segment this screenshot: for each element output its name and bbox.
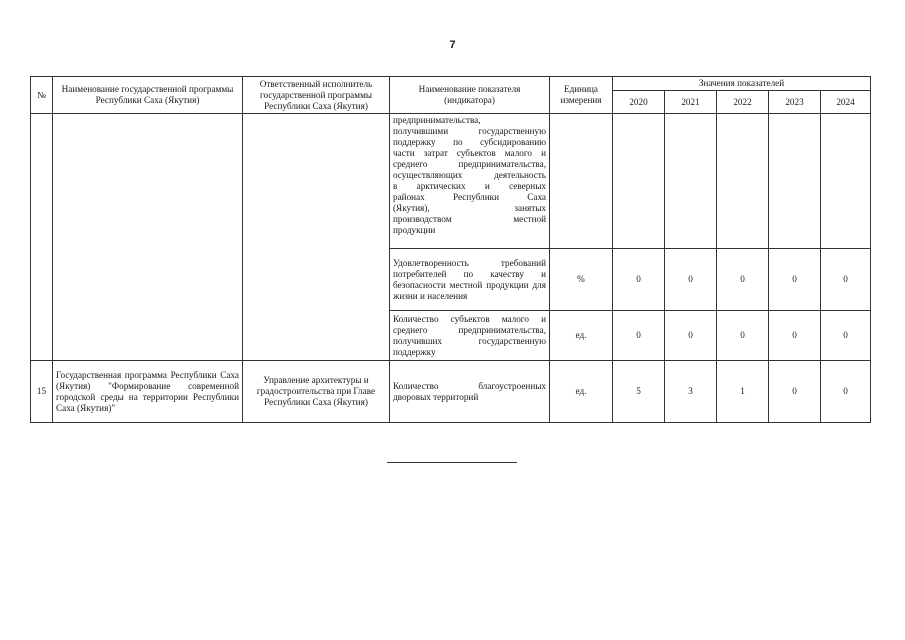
value-cell xyxy=(769,114,821,249)
indicators-table xyxy=(30,76,871,423)
value-cell: 3 xyxy=(665,361,717,423)
row-indicator-cell: Удовлетворенность требований потребителей по качеству и безопасности местной продукции для жизни и населения xyxy=(390,249,550,311)
value-cell: 0 xyxy=(821,361,871,423)
table-row xyxy=(31,114,871,249)
header-year-2022: 2022 xyxy=(717,91,769,114)
value-cell: 1 xyxy=(717,361,769,423)
header-unit: Единица измерения xyxy=(550,77,613,114)
value-cell xyxy=(821,114,871,249)
row-indicator-cell: Количество субъектов малого и среднего предпринимательства, получивших государственную поддержку xyxy=(390,311,550,361)
value-cell: 0 xyxy=(613,311,665,361)
value-cell: 0 xyxy=(717,249,769,311)
indicator-line: получившими государственную xyxy=(393,126,546,136)
indicator-line: части затрат субъектов малого и xyxy=(393,148,546,158)
value-cell: 0 xyxy=(717,311,769,361)
value-cell: 0 xyxy=(769,311,821,361)
header-year-2021: 2021 xyxy=(665,91,717,114)
unit-cell xyxy=(550,114,613,249)
indicator-line: предпринимательства, xyxy=(393,115,481,125)
value-cell xyxy=(665,114,717,249)
row-executor-cell: Управление архитектуры и градостроительства при Главе Республики Саха (Якутия) xyxy=(243,361,390,423)
indicator-line: поддержку по субсидированию xyxy=(393,137,546,147)
value-cell: 5 xyxy=(613,361,665,423)
row-number-cell: 15 xyxy=(31,361,53,423)
indicator-line: (Якутия), занятых xyxy=(393,203,546,213)
header-values-group: Значения показателей xyxy=(613,77,871,91)
value-cell: 0 xyxy=(821,249,871,311)
table-row xyxy=(31,361,871,423)
unit-cell: % xyxy=(550,249,613,311)
indicator-line: в арктических и северных xyxy=(393,181,546,191)
row-indicator-cell: Количество благоустроенных дворовых территорий xyxy=(390,361,550,423)
unit-cell: ед. xyxy=(550,361,613,423)
unit-cell: ед. xyxy=(550,311,613,361)
row-program-cell: Государственная программа Республики Саха (Якутия) "Формирование современной городской среды на территории Республики Саха (Якутия)" xyxy=(53,361,243,423)
header-program: Наименование государственной программы Республики Саха (Якутия) xyxy=(53,77,243,114)
row-program-cell xyxy=(53,114,243,361)
header-year-2023: 2023 xyxy=(769,91,821,114)
value-cell xyxy=(717,114,769,249)
header-year-2020: 2020 xyxy=(613,91,665,114)
indicator-line: осуществляющих деятельность xyxy=(393,170,546,180)
value-cell: 0 xyxy=(613,249,665,311)
page-number: 7 xyxy=(449,39,456,51)
indicator-line: среднего предпринимательства, xyxy=(393,159,546,169)
value-cell: 0 xyxy=(769,249,821,311)
row-indicator-cell xyxy=(390,114,550,249)
header-indicator: Наименование показателя (индикатора) xyxy=(390,77,550,114)
value-cell: 0 xyxy=(769,361,821,423)
value-cell: 0 xyxy=(821,311,871,361)
indicator-line: производством местной xyxy=(393,214,546,224)
indicator-line: районах Республики Саха xyxy=(393,192,546,202)
header-number: № xyxy=(31,77,53,114)
value-cell: 0 xyxy=(665,311,717,361)
footer-divider xyxy=(387,462,517,463)
header-year-2024: 2024 xyxy=(821,91,871,114)
header-executor: Ответственный исполнитель государственной программы Республики Саха (Якутия) xyxy=(243,77,390,114)
value-cell xyxy=(613,114,665,249)
row-number-cell xyxy=(31,114,53,361)
value-cell: 0 xyxy=(665,249,717,311)
row-executor-cell xyxy=(243,114,390,361)
indicator-line: продукции xyxy=(393,225,436,235)
